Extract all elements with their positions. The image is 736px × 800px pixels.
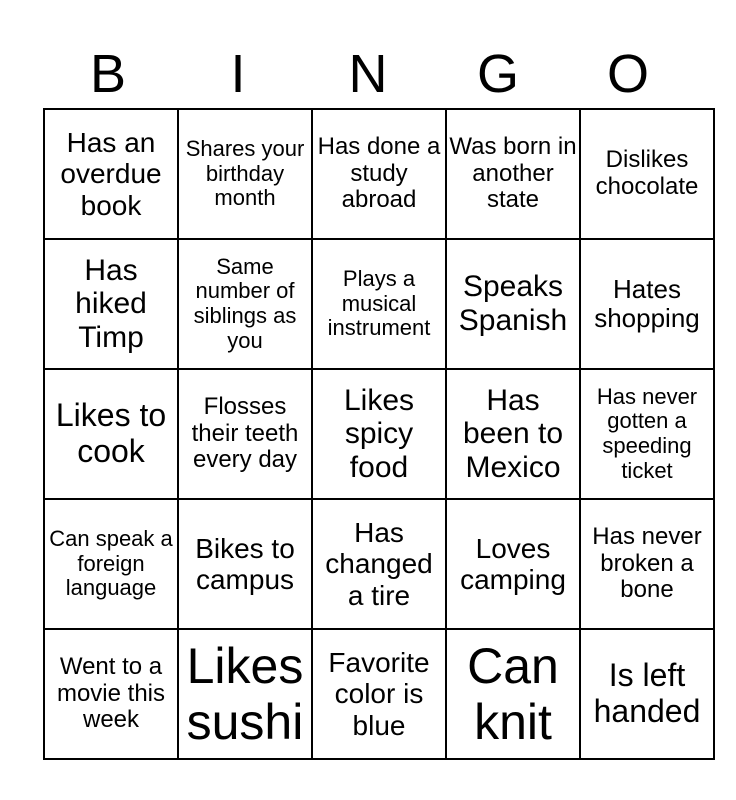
bingo-cell[interactable]: Went to a movie this week (44, 629, 178, 759)
bingo-cell[interactable]: Has been to Mexico (446, 369, 580, 499)
board-row (44, 239, 714, 369)
bingo-cell[interactable]: Was born in another state (446, 109, 580, 239)
bingo-cell[interactable]: Likes spicy food (312, 369, 446, 499)
header-letter-o: O (606, 44, 649, 104)
bingo-board (43, 108, 715, 760)
board-row (44, 629, 714, 759)
bingo-cell[interactable]: Same number of siblings as you (178, 239, 312, 369)
header-letter-i: I (230, 44, 246, 104)
bingo-cell[interactable]: Likes to cook (44, 369, 178, 499)
bingo-cell[interactable]: Is left handed (580, 629, 714, 759)
bingo-cell[interactable]: Has hiked Timp (44, 239, 178, 369)
header-letter-g: G (476, 44, 519, 104)
bingo-cell[interactable]: Likes sushi (178, 629, 312, 759)
bingo-cell[interactable]: Has never broken a bone (580, 499, 714, 629)
board-row (44, 369, 714, 499)
bingo-cell[interactable]: Has never gotten a speeding ticket (580, 369, 714, 499)
bingo-cell[interactable]: Favorite color is blue (312, 629, 446, 759)
bingo-cell[interactable]: Speaks Spanish (446, 239, 580, 369)
header-letter-n: N (348, 44, 388, 104)
header-letter-b: B (89, 44, 127, 104)
bingo-cell[interactable]: Has done a study abroad (312, 109, 446, 239)
bingo-cell[interactable]: Hates shopping (580, 239, 714, 369)
bingo-cell[interactable]: Can speak a foreign language (44, 499, 178, 629)
board-row (44, 499, 714, 629)
bingo-cell[interactable]: Has changed a tire (312, 499, 446, 629)
bingo-cell[interactable]: Plays a musical instrument (312, 239, 446, 369)
bingo-cell[interactable]: Has an overdue book (44, 109, 178, 239)
bingo-cell[interactable]: Shares your birthday month (178, 109, 312, 239)
bingo-cell[interactable]: Dislikes chocolate (580, 109, 714, 239)
bingo-cell[interactable]: Loves camping (446, 499, 580, 629)
bingo-header (43, 40, 693, 108)
bingo-cell[interactable]: Bikes to campus (178, 499, 312, 629)
board-row (44, 109, 714, 239)
bingo-cell[interactable]: Can knit (446, 629, 580, 759)
bingo-cell[interactable]: Flosses their teeth every day (178, 369, 312, 499)
